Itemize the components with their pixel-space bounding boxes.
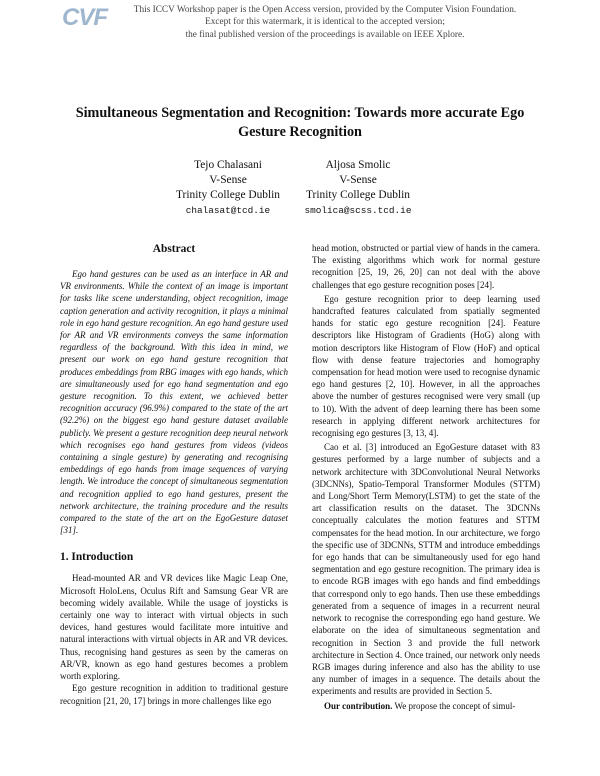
author-group: V-Sense [209, 174, 247, 186]
intro-paragraph: Ego gesture recognition in addition to traditional gesture recognition [21, 20, 17] brings in more challenges like ego [60, 683, 288, 706]
paper-title [60, 104, 540, 142]
watermark-line: the final published version of the proceedings is available on IEEE Xplore. [185, 29, 465, 40]
contribution-text: We propose the concept of simul- [394, 700, 516, 711]
watermark-line: This ICCV Workshop paper is the Open Access version, provided by the Computer Vision Foundation. [133, 5, 517, 15]
author-group: V-Sense [339, 174, 377, 186]
right-column [312, 242, 540, 712]
author-block [268, 158, 448, 218]
abstract-heading: Abstract [152, 243, 196, 255]
contribution-paragraph [312, 700, 540, 712]
title-line: Simultaneous Segmentation and Recognition: Towards more accurate Ego [75, 105, 525, 121]
author-email: smolica@scss.tcd.ie [304, 205, 412, 216]
author-name: Tejo Chalasani [194, 159, 262, 171]
contribution-label: Our contribution. [324, 700, 393, 711]
body-paragraph: head motion, obstructed or partial view of hands in the camera. The existing algorithms which work for normal gesture recognition [25, 19, 26, 20] can not deal with the above challenges that ego gesture recognition poses [24]. [312, 243, 540, 290]
watermark-line: Except for this watermark, it is identical to the accepted version; [205, 17, 445, 28]
title-line: Gesture Recognition [238, 124, 362, 140]
author-affiliation: Trinity College Dublin [175, 189, 280, 201]
author-affiliation: Trinity College Dublin [305, 189, 410, 201]
body-paragraph: Ego gesture recognition prior to deep learning used handcrafted features calculated from spatially segmented hands for static ego gesture recognition [24]. Feature descriptors like Histogram of Gradients (HoG) along with motion descriptors like Histogram of Flow (HoF) and optical flow with dense feature trajectories and homography compensation for head motion were used to recognise dynamic ego hand gestures [2, 10]. However, in all the approaches above the number of gestures recognised were very small (up to 10). With the advent of deep learning there has been some research in applying different network architectures for recognising ego gestures [3, 13, 4]. [312, 293, 540, 439]
abstract-text: Ego hand gestures can be used as an interface in AR and VR environments. While the context of an image is important for tasks like scene understanding, object recognition, image caption generation and activity recognition, it plays a minimal role in ego hand gesture recognition. An ego hand gesture used for AR and VR environments conveys the same information regardless of the background. With this idea in mind, we present our work on ego hand gesture recognition that produces embeddings from RBG images with ego hands, which are simultaneously used for ego hand segmentation and ego gesture recognition. To this extent, we achieved better recognition accuracy (96.9%) compared to the state of the art (92.2%) on the biggest ego hand gesture dataset available publicly. We present a gesture recognition deep neural network which recognises ego hand gestures from videos (videos containing a single gesture) by generating and recognising embeddings of ego hands from image sequences of varying length. We introduce the concept of simultaneous segmentation and recognition applied to ego hand gestures, present the network architecture, the training procedure and the results compared to the state of the art on the EgoGesture dataset [31]. [60, 269, 288, 536]
author-email: chalasat@tcd.ie [185, 205, 271, 216]
intro-paragraph: Head-mounted AR and VR devices like Magic Leap One, Microsoft HoloLens, Oculus Rift and Samsung Gear VR are becoming widely available. While the usage of joysticks is certainly one way to interact with virtual objects in such devices, hand gestures would facilitate more intuitive and natural interactions with virtual objects in AR and VR devices. Thus, recognising hand gestures as seen by the cameras on AR/VR, known as ego hand gestures becomes a problem worth exploring. [60, 573, 288, 682]
left-column [60, 242, 288, 707]
author-name: Aljosa Smolic [325, 159, 391, 171]
cvf-logo: CVF [62, 4, 107, 31]
introduction-heading: 1. Introduction [60, 551, 134, 564]
body-paragraph: Cao et al. [3] introduced an EgoGesture dataset with 83 gestures performed by a large number of subjects and a network architecture with 3DConvolutional Neural Networks (3DCNNs), Spatio-Temporal Transformer Modules (STTM) and Long/Short Term Memory(LSTM) to get the state of the art classification results on the dataset. The 3DCNNs conceptually calculates the motion features and STTM compensates for the head motion. In our architecture, we forgo the specific use of 3DCNNs, STTM and introduce embeddings for ego hands that can be simultaneously used for ego hand segmentation and ego gesture recognition. The primary idea is to encode RGB images with ego hands and find embeddings that correspond only to ego hands. Then use these embeddings generated from a sequence of images in a recurrent neural network to recognise the corresponding ego hand gesture. We elaborate on the idea of simultaneous segmentation and recognition in Section 3 and provide the full network architecture in Section 4. Once trained, our network only needs RGB images during inference and also has the ability to use any number of images in a sequence. The details about the experiments and results are provided in Section 5. [312, 442, 540, 697]
open-access-watermark [110, 4, 540, 41]
